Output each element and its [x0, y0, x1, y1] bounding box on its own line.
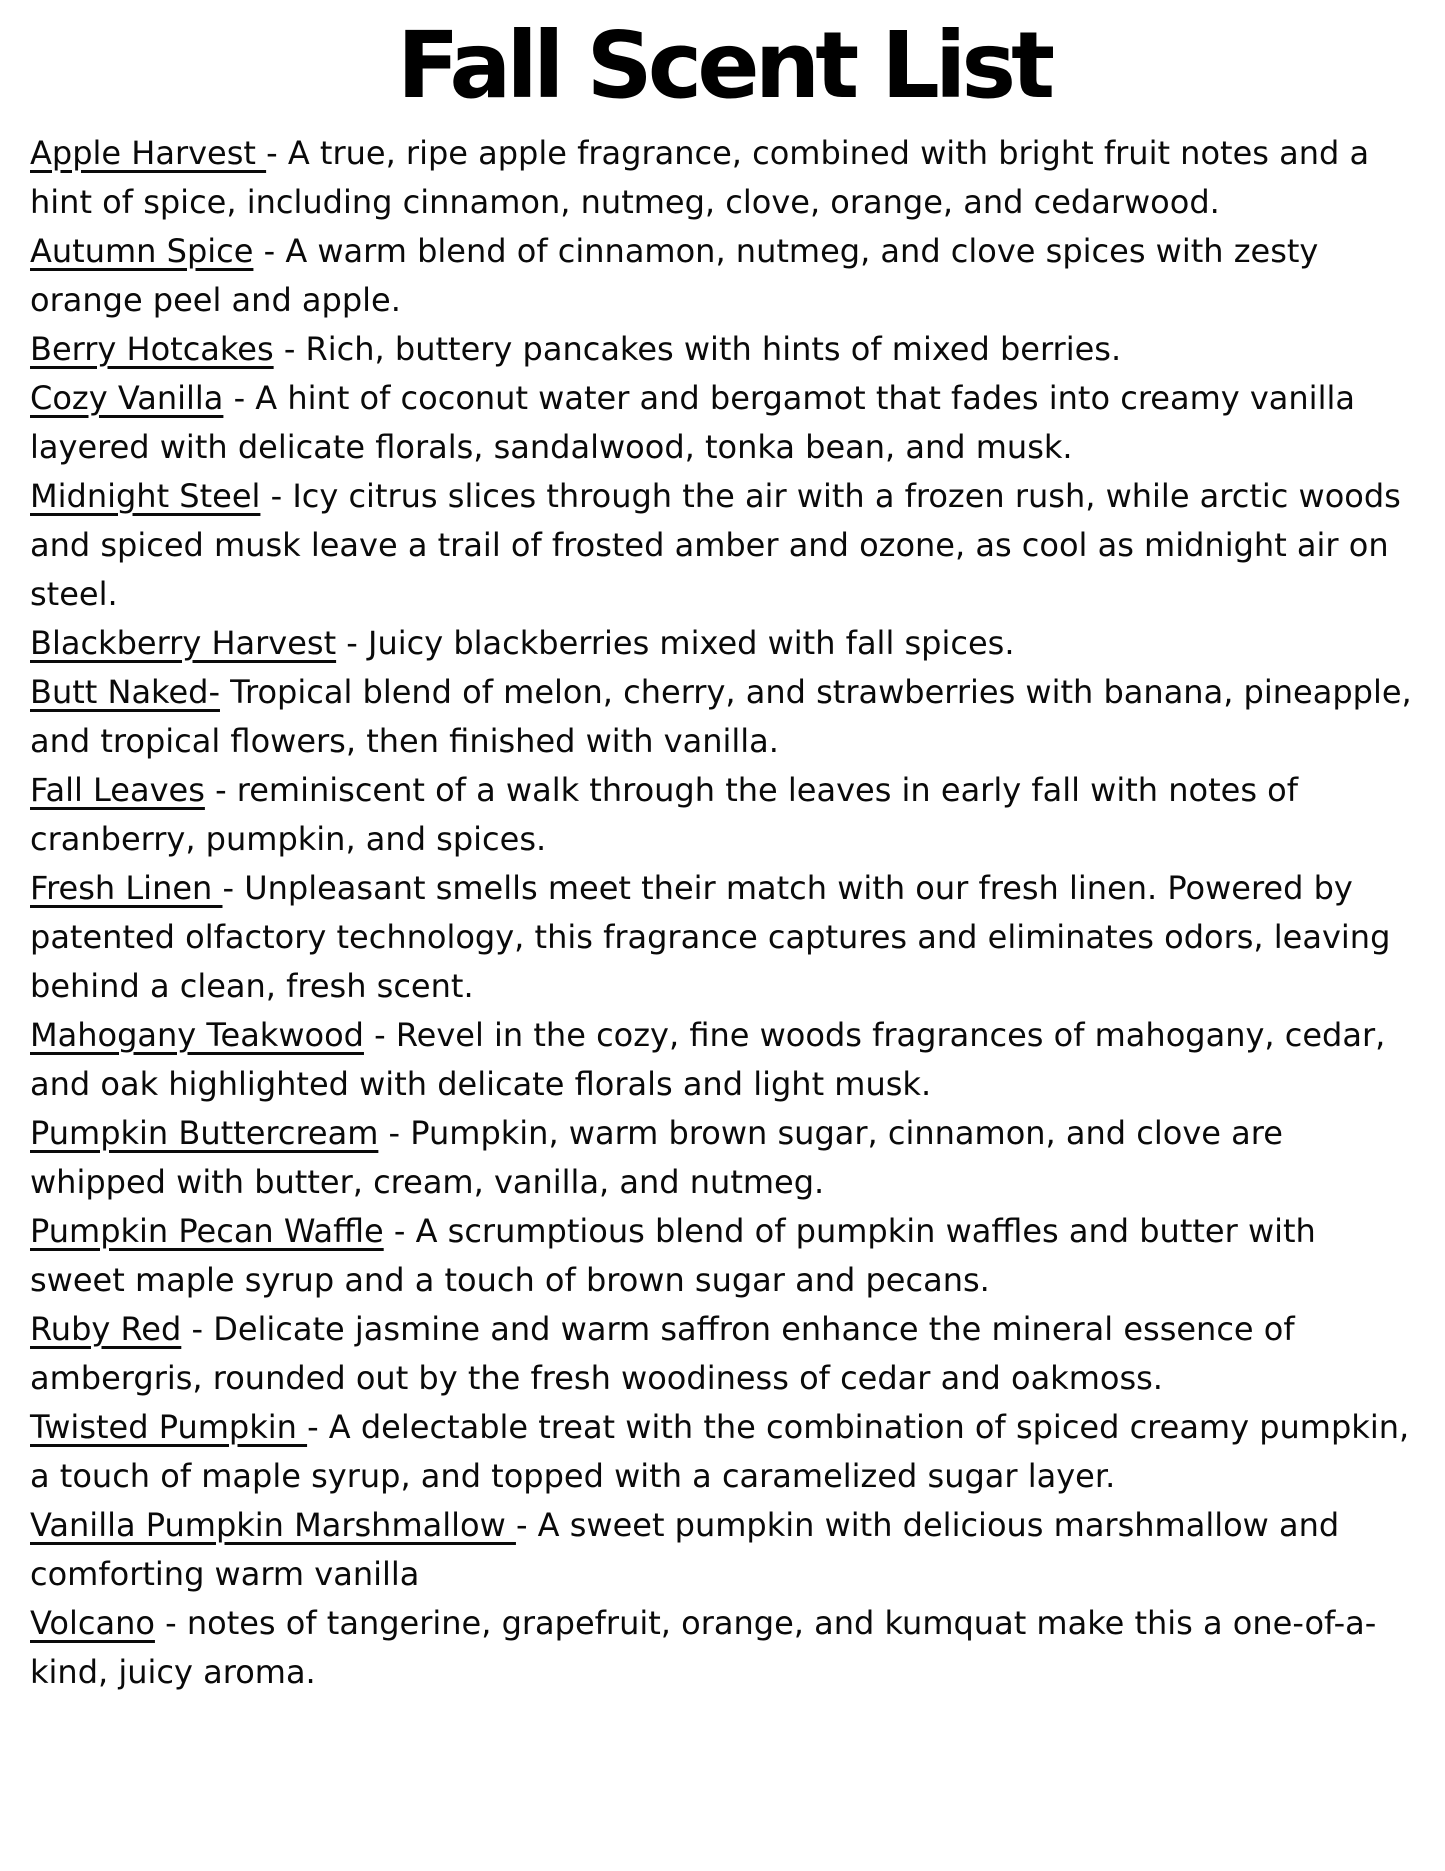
scent-entry: [30, 374, 1417, 472]
scent-entry: [30, 129, 1417, 227]
scent-name: Volcano: [30, 1603, 155, 1642]
scent-entry: [30, 325, 1417, 374]
scent-name: Mahogany Teakwood: [30, 1015, 364, 1054]
scent-description: - A scrumptious blend of pumpkin waffles and butter with sweet maple syrup and a touch of brown sugar and pecans.: [30, 1211, 1316, 1299]
scent-description: - Delicate jasmine and warm saffron enhance the mineral essence of ambergris, rounded out by the fresh woodiness of cedar and oakmoss.: [30, 1309, 1295, 1397]
scent-description: - Pumpkin, warm brown sugar, cinnamon, and clove are whipped with butter, cream, vanilla, and nutmeg.: [30, 1113, 1283, 1201]
scent-description: - Rich, buttery pancakes with hints of mixed berries.: [273, 329, 1122, 368]
scent-entry: [30, 619, 1417, 668]
scent-description: Tropical blend of melon, cherry, and strawberries with banana, pineapple, and tropical flowers, then finished with vanilla.: [30, 672, 1412, 760]
scent-entry: [30, 1207, 1417, 1305]
scent-description: - reminiscent of a walk through the leaves in early fall with notes of cranberry, pumpkin, and spices.: [30, 770, 1298, 858]
scent-description: - A sweet pumpkin with delicious marshmallow and comforting warm vanilla: [30, 1505, 1340, 1593]
scent-name: Cozy Vanilla: [30, 378, 224, 417]
scent-entry: [30, 227, 1417, 325]
scent-entry: [30, 668, 1417, 766]
scent-name: Ruby Red: [30, 1309, 182, 1348]
scent-name: Midnight Steel: [30, 476, 261, 515]
scent-name: Vanilla Pumpkin Marshmallow: [30, 1505, 516, 1544]
scent-description: - Juicy blackberries mixed with fall spices.: [336, 623, 1015, 662]
scent-name: Blackberry Harvest: [30, 623, 337, 662]
scent-description: - A delectable treat with the combination of spiced creamy pumpkin, a touch of maple syrup, and topped with a caramelized sugar layer.: [30, 1407, 1410, 1495]
scent-entry: [30, 472, 1417, 619]
scent-name: Pumpkin Pecan Waffle: [30, 1211, 384, 1250]
scent-description: - Unpleasant smells meet their match with our fresh linen. Powered by patented olfactory technology, this fragrance captures and eliminates odors, leaving behind a clean, fresh scent.: [30, 868, 1391, 1005]
scent-description: - A hint of coconut water and bergamot that fades into creamy vanilla layered with delicate florals, sandalwood, tonka bean, and musk.: [30, 378, 1355, 466]
scent-name: Berry Hotcakes: [30, 329, 274, 368]
page-title: Fall Scent List: [396, 12, 1051, 119]
scent-entry: [30, 1109, 1417, 1207]
scent-name: Fall Leaves: [30, 770, 205, 809]
scent-name: Apple Harvest: [30, 133, 267, 172]
scent-entry: [30, 864, 1417, 1011]
scent-entry: [30, 1403, 1417, 1501]
scent-description: - notes of tangerine, grapefruit, orange, and kumquat make this a one-of-a-kind, juicy aroma.: [30, 1603, 1377, 1691]
scent-entry: [30, 1501, 1417, 1599]
scent-name: Autumn Spice: [30, 231, 254, 270]
scent-entry: [30, 1305, 1417, 1403]
scent-list: [30, 129, 1417, 1697]
scent-description: - A warm blend of cinnamon, nutmeg, and clove spices with zesty orange peel and apple.: [30, 231, 1319, 319]
scent-entry: [30, 1599, 1417, 1697]
scent-description: - Icy citrus slices through the air with a frozen rush, while arctic woods and spiced musk leave a trail of frosted amber and ozone, as cool as midnight air on steel.: [30, 476, 1401, 613]
scent-name: Fresh Linen: [30, 868, 223, 907]
scent-entry: [30, 766, 1417, 864]
scent-entry: [30, 1011, 1417, 1109]
scent-name: Pumpkin Buttercream: [30, 1113, 379, 1152]
scent-name: Twisted Pumpkin: [30, 1407, 308, 1446]
scent-description: - Revel in the cozy, fine woods fragrances of mahogany, cedar, and oak highlighted with delicate florals and light musk.: [30, 1015, 1386, 1103]
scent-name: Butt Naked-: [30, 672, 220, 711]
scent-description: - A true, ripe apple fragrance, combined with bright fruit notes and a hint of spice, including cinnamon, nutmeg, clove, orange, and cedarwood.: [30, 133, 1370, 221]
